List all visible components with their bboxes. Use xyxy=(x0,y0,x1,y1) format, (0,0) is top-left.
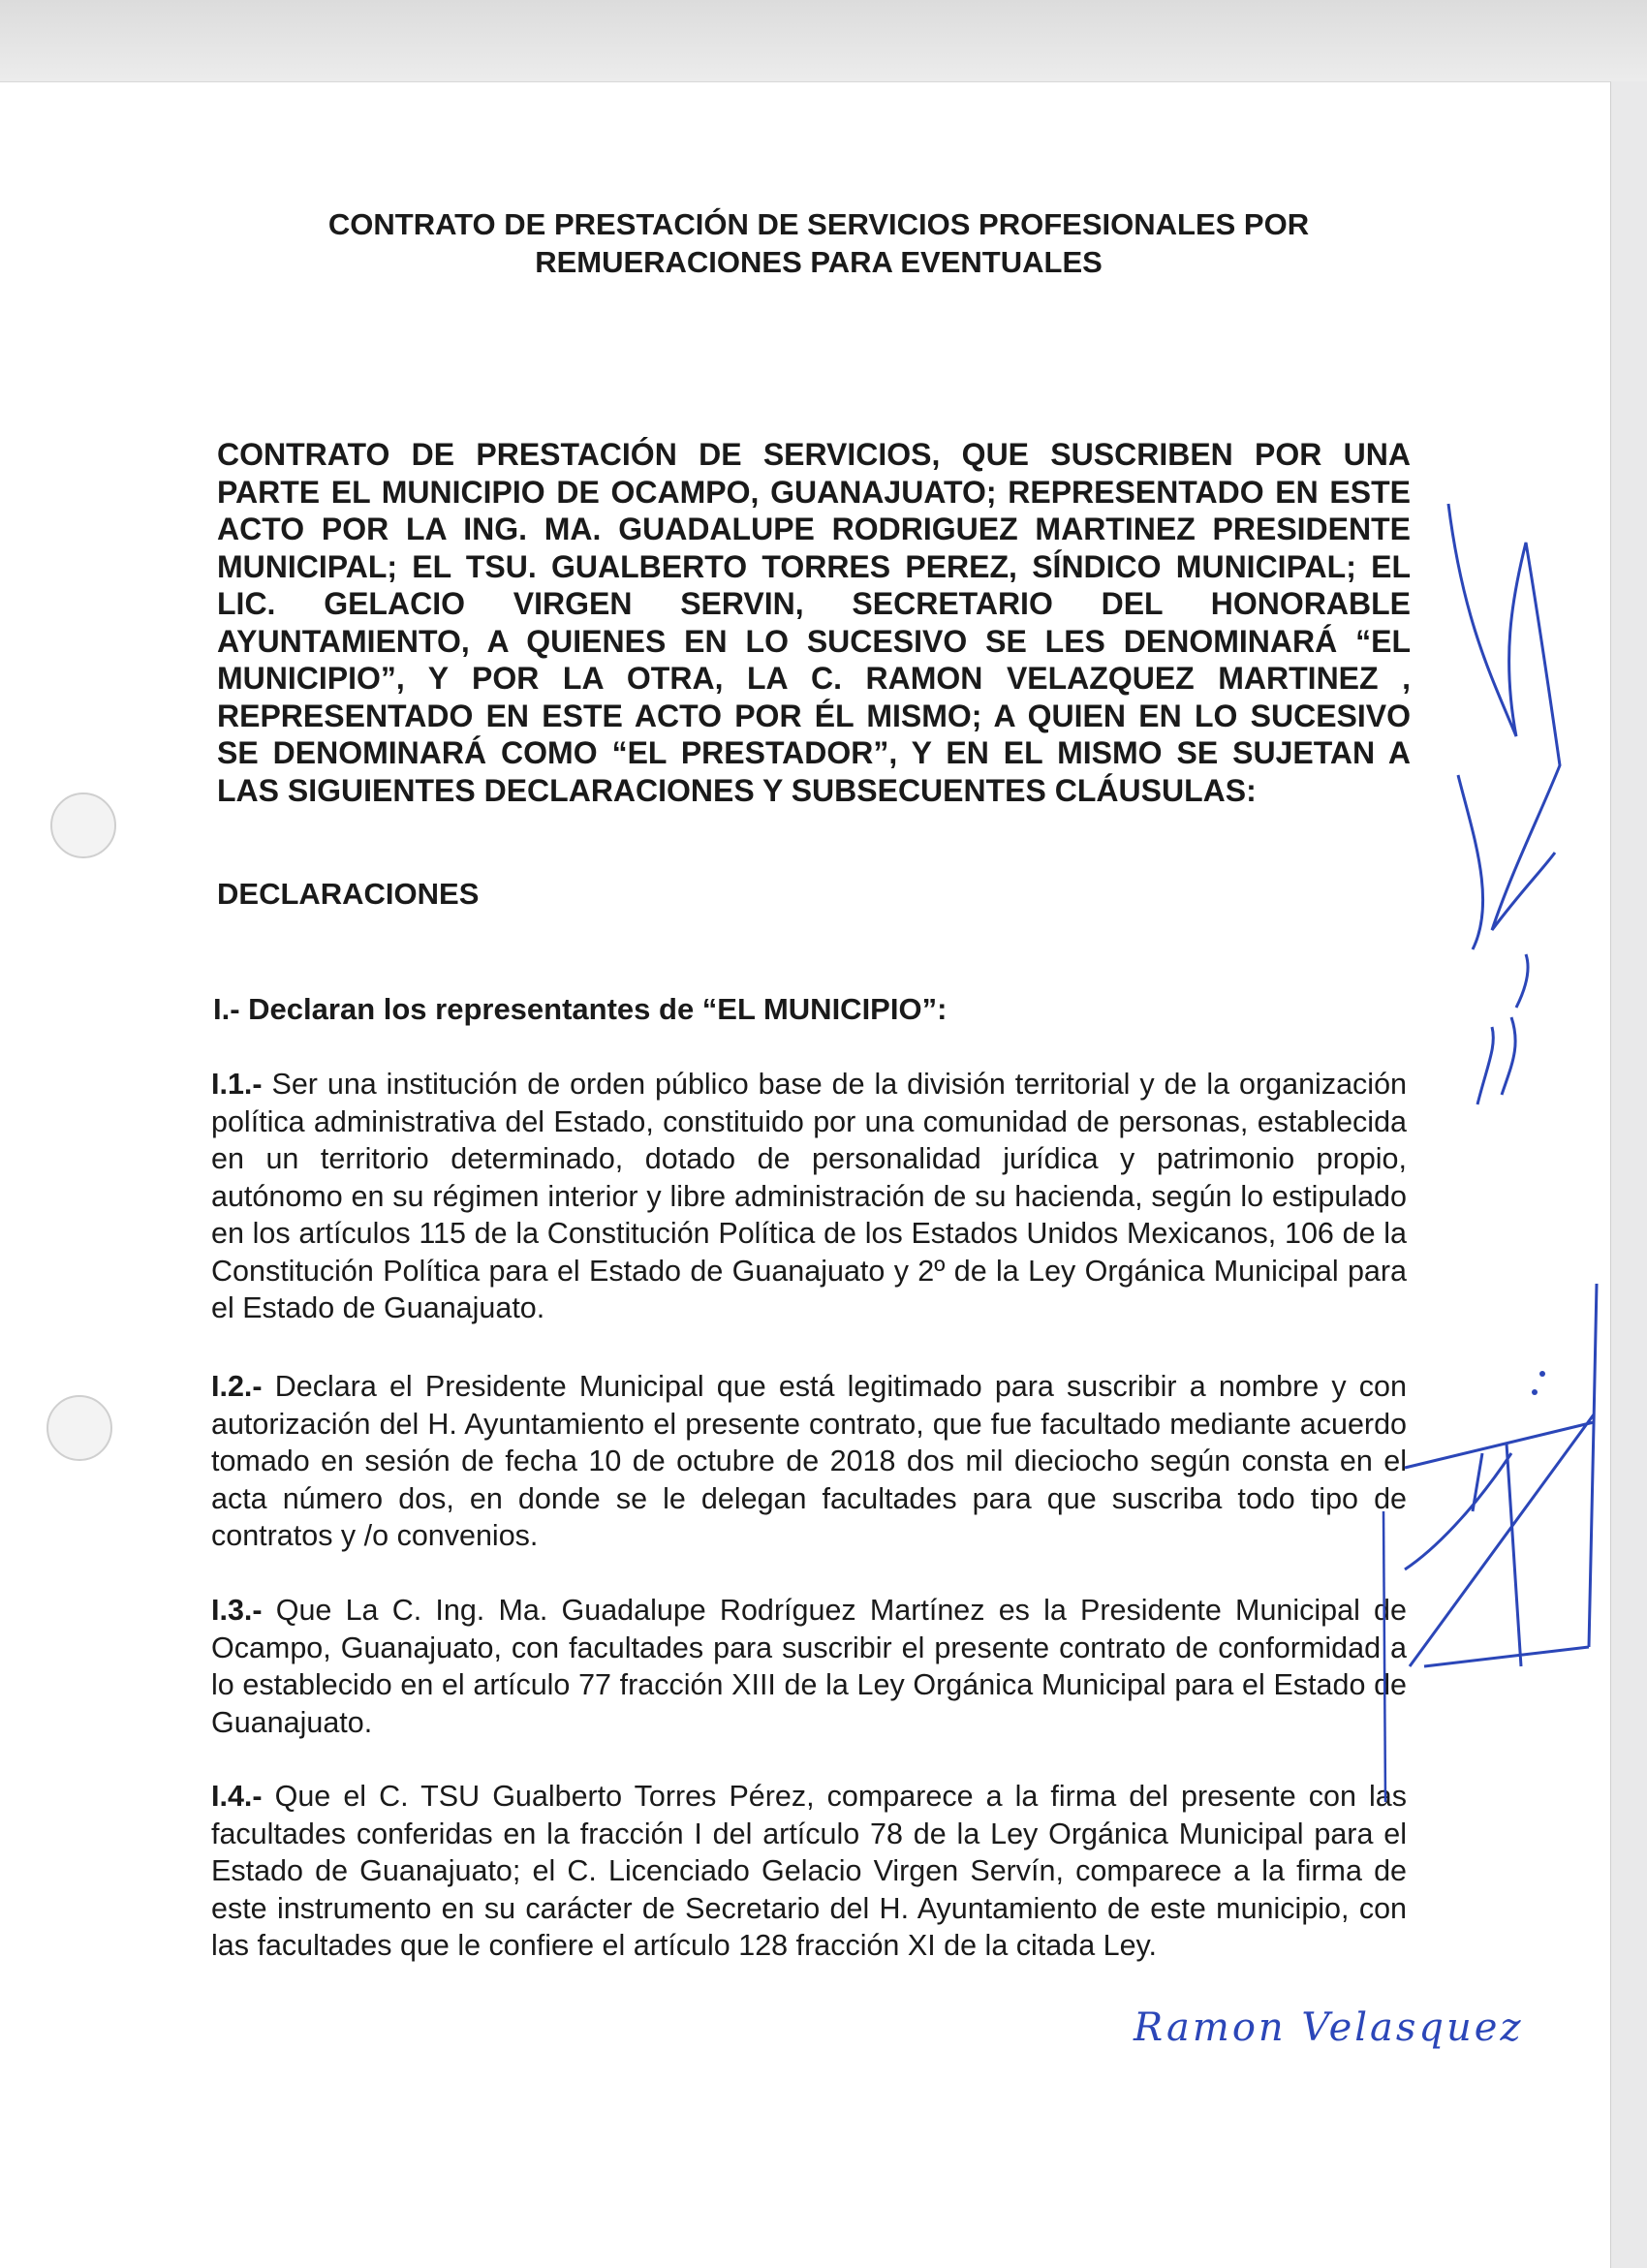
declaration-text: Que La C. Ing. Ma. Guadalupe Rodríguez Martínez es la Presidente Municipal de Ocampo, Guanajuato, con facultades para suscribir el presente contrato de conformidad a lo establecido en el artículo 77 fracción XIII de la Ley Orgánica Municipal para el Estado de Guanajuato. xyxy=(211,1594,1407,1739)
declaration-i3 xyxy=(211,1592,1407,1741)
declaration-number: I.4.- xyxy=(211,1780,263,1813)
scan-background-strip xyxy=(0,0,1647,81)
declaration-number: I.2.- xyxy=(211,1370,263,1403)
declaration-number: I.1.- xyxy=(211,1068,263,1101)
handwritten-name-signature: Ramon Velasquez xyxy=(1134,2005,1524,2050)
document-title-line-1: CONTRATO DE PRESTACIÓN DE SERVICIOS PROFESIONALES POR xyxy=(327,207,1310,241)
declaration-text: Ser una institución de orden público base de la división territorial y de la organización política administrativa del Estado, constituido por una comunidad de personas, establecida en un territorio determinado, dotado de personalidad jurídica y patrimonio propio, autónomo en su régimen interior y libre administración de su hacienda, según lo estipulado en los artículos 115 de la Constitución Política de los Estados Unidos Mexicanos, 106 de la Constitución Política para el Estado de Guanajuato y 2º de la Ley Orgánica Municipal para el Estado de Guanajuato. xyxy=(211,1068,1407,1324)
declarations-heading: DECLARACIONES xyxy=(217,877,480,911)
punch-hole-top xyxy=(50,792,116,858)
declaration-i4 xyxy=(211,1778,1407,1965)
declaration-i2 xyxy=(211,1368,1407,1555)
declaration-text: Que el C. TSU Gualberto Torres Pérez, comparece a la firma del presente con las facultades conferidas en la fracción I del artículo 78 de la Ley Orgánica Municipal para el Estado de Guanajuato; el C. Licenciado Gelacio Virgen Servín, comparece a la firma de este instrumento en su carácter de Secretario del H. Ayuntamiento de este municipio, con las facultades que le confiere el artículo 128 fracción XI de la citada Ley. xyxy=(211,1780,1407,1962)
punch-hole-bottom xyxy=(47,1395,112,1461)
document-title xyxy=(242,205,1395,281)
municipality-representatives-heading: I.- Declaran los representantes de “EL MUNICIPIO”: xyxy=(213,992,948,1026)
document-title-line-2: REMUERACIONES PARA EVENTUALES xyxy=(535,245,1103,279)
declaration-i1 xyxy=(211,1066,1407,1327)
contract-intro-paragraph: CONTRATO DE PRESTACIÓN DE SERVICIOS, QUE SUSCRIBEN POR UNA PARTE EL MUNICIPIO DE OCAMPO, GUANAJUATO; REPRESENTADO EN ESTE ACTO POR LA ING. MA. GUADALUPE RODRIGUEZ MARTINEZ PRESIDENTE MUNICIPAL; EL TSU. GUALBERTO TORRES PEREZ, SÍNDICO MUNICIPAL; EL LIC. GELACIO VIRGEN SERVIN, SECRETARIO DEL HONORABLE AYUNTAMIENTO, A QUIENES EN LO SUCESIVO SE LES DENOMINARÁ “EL MUNICIPIO”, Y POR LA OTRA, LA C. RAMON VELAZQUEZ MARTINEZ , REPRESENTADO EN ESTE ACTO POR ÉL MISMO; A QUIEN EN LO SUCESIVO SE DENOMINARÁ COMO “EL PRESTADOR”, Y EN EL MISMO SE SUJETAN A LAS SIGUIENTES DECLARACIONES Y SUBSECUENTES CLÁUSULAS: xyxy=(217,437,1411,808)
declaration-text: Declara el Presidente Municipal que está legitimado para suscribir a nombre y con autorización del H. Ayuntamiento el presente contrato, que fue facultado mediante acuerdo tomado en sesión de fecha 10 de octubre de 2018 dos mil dieciocho según consta en el acta número dos, en donde se le delegan facultades para que suscriba todo tipo de contratos y /o convenios. xyxy=(211,1370,1407,1552)
declaration-number: I.3.- xyxy=(211,1594,263,1627)
